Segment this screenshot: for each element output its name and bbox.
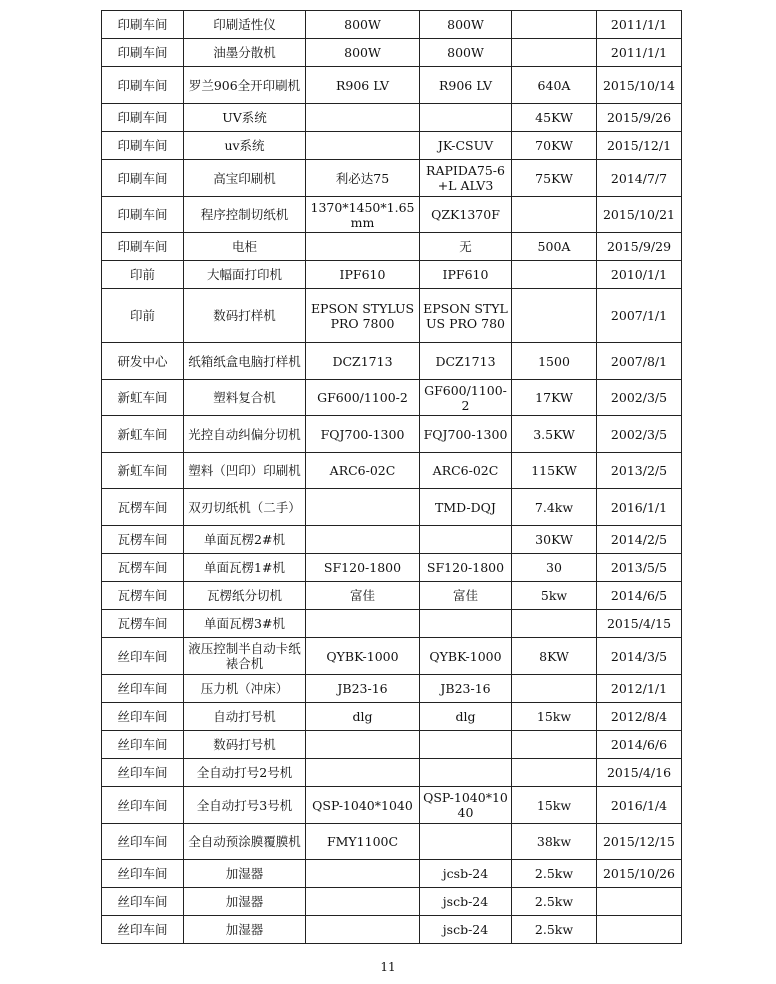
power-cell: 30 <box>512 554 597 582</box>
department-cell: 新虹车间 <box>102 416 184 453</box>
power-cell: 7.4kw <box>512 489 597 526</box>
date-cell: 2002/3/5 <box>597 380 682 416</box>
equipment-name-cell: 数码打号机 <box>184 731 306 759</box>
spec-cell <box>420 731 512 759</box>
equipment-name-cell: 自动打号机 <box>184 703 306 731</box>
date-cell: 2015/9/29 <box>597 233 682 261</box>
spec-cell: SF120-1800 <box>420 554 512 582</box>
table-row <box>102 489 682 526</box>
power-cell: 2.5kw <box>512 888 597 916</box>
spec-cell: QYBK-1000 <box>420 638 512 675</box>
spec-cell: QZK1370F <box>420 197 512 233</box>
date-cell: 2015/9/26 <box>597 104 682 132</box>
table-row <box>102 554 682 582</box>
date-cell: 2015/10/26 <box>597 860 682 888</box>
equipment-name-cell: 电柜 <box>184 233 306 261</box>
power-cell: 15kw <box>512 703 597 731</box>
department-cell: 丝印车间 <box>102 675 184 703</box>
model-cell <box>306 132 420 160</box>
table-row <box>102 610 682 638</box>
spec-cell: jscb-24 <box>420 888 512 916</box>
date-cell: 2011/1/1 <box>597 11 682 39</box>
power-cell: 45KW <box>512 104 597 132</box>
department-cell: 研发中心 <box>102 343 184 380</box>
table-row <box>102 233 682 261</box>
power-cell: 3.5KW <box>512 416 597 453</box>
model-cell: 利必达75 <box>306 160 420 197</box>
date-cell: 2015/10/14 <box>597 67 682 104</box>
date-cell: 2015/4/16 <box>597 759 682 787</box>
department-cell: 丝印车间 <box>102 916 184 944</box>
model-cell <box>306 104 420 132</box>
spec-cell: 800W <box>420 11 512 39</box>
power-cell: 75KW <box>512 160 597 197</box>
date-cell: 2010/1/1 <box>597 261 682 289</box>
equipment-name-cell: 高宝印刷机 <box>184 160 306 197</box>
model-cell <box>306 610 420 638</box>
spec-cell <box>420 104 512 132</box>
equipment-name-cell: 单面瓦楞1#机 <box>184 554 306 582</box>
date-cell: 2014/6/5 <box>597 582 682 610</box>
table-row <box>102 160 682 197</box>
date-cell: 2012/8/4 <box>597 703 682 731</box>
date-cell: 2016/1/4 <box>597 787 682 824</box>
model-cell: GF600/1100-2 <box>306 380 420 416</box>
model-cell: ARC6-02C <box>306 453 420 489</box>
equipment-name-cell: 全自动预涂膜覆膜机 <box>184 824 306 860</box>
date-cell: 2014/3/5 <box>597 638 682 675</box>
spec-cell: JB23-16 <box>420 675 512 703</box>
power-cell: 15kw <box>512 787 597 824</box>
table-row <box>102 453 682 489</box>
table-row <box>102 67 682 104</box>
date-cell: 2013/5/5 <box>597 554 682 582</box>
spec-cell <box>420 610 512 638</box>
table-row <box>102 39 682 67</box>
table-row <box>102 261 682 289</box>
table-row <box>102 916 682 944</box>
power-cell <box>512 197 597 233</box>
model-cell: JB23-16 <box>306 675 420 703</box>
department-cell: 瓦楞车间 <box>102 582 184 610</box>
date-cell: 2002/3/5 <box>597 416 682 453</box>
spec-cell: ARC6-02C <box>420 453 512 489</box>
department-cell: 丝印车间 <box>102 731 184 759</box>
table-row <box>102 11 682 39</box>
spec-cell: 富佳 <box>420 582 512 610</box>
date-cell: 2015/10/21 <box>597 197 682 233</box>
power-cell: 2.5kw <box>512 860 597 888</box>
spec-cell: 无 <box>420 233 512 261</box>
model-cell <box>306 916 420 944</box>
equipment-name-cell: 油墨分散机 <box>184 39 306 67</box>
model-cell <box>306 526 420 554</box>
model-cell <box>306 888 420 916</box>
model-cell <box>306 233 420 261</box>
table-row <box>102 703 682 731</box>
equipment-name-cell: 塑料复合机 <box>184 380 306 416</box>
table-row <box>102 731 682 759</box>
department-cell: 瓦楞车间 <box>102 489 184 526</box>
department-cell: 瓦楞车间 <box>102 526 184 554</box>
model-cell: FQJ700-1300 <box>306 416 420 453</box>
date-cell: 2014/7/7 <box>597 160 682 197</box>
date-cell: 2007/8/1 <box>597 343 682 380</box>
power-cell: 38kw <box>512 824 597 860</box>
model-cell: 800W <box>306 39 420 67</box>
table-row <box>102 675 682 703</box>
equipment-name-cell: 双刃切纸机（二手） <box>184 489 306 526</box>
spec-cell: TMD-DQJ <box>420 489 512 526</box>
date-cell: 2014/6/6 <box>597 731 682 759</box>
date-cell <box>597 888 682 916</box>
equipment-name-cell: uv系统 <box>184 132 306 160</box>
department-cell: 印前 <box>102 261 184 289</box>
department-cell: 新虹车间 <box>102 453 184 489</box>
table-row <box>102 888 682 916</box>
spec-cell: GF600/1100-2 <box>420 380 512 416</box>
model-cell: FMY1100C <box>306 824 420 860</box>
spec-cell: RAPIDA75-6+L ALV3 <box>420 160 512 197</box>
department-cell: 瓦楞车间 <box>102 554 184 582</box>
spec-cell: IPF610 <box>420 261 512 289</box>
equipment-name-cell: 光控自动纠偏分切机 <box>184 416 306 453</box>
table-row <box>102 132 682 160</box>
department-cell: 印刷车间 <box>102 132 184 160</box>
department-cell: 印刷车间 <box>102 67 184 104</box>
date-cell: 2016/1/1 <box>597 489 682 526</box>
table-row <box>102 638 682 675</box>
power-cell: 5kw <box>512 582 597 610</box>
table-row <box>102 582 682 610</box>
department-cell: 印刷车间 <box>102 104 184 132</box>
table-row <box>102 787 682 824</box>
spec-cell: QSP-1040*1040 <box>420 787 512 824</box>
equipment-name-cell: 压力机（冲床） <box>184 675 306 703</box>
equipment-name-cell: 全自动打号2号机 <box>184 759 306 787</box>
spec-cell: JK-CSUV <box>420 132 512 160</box>
power-cell <box>512 39 597 67</box>
model-cell: QYBK-1000 <box>306 638 420 675</box>
model-cell <box>306 731 420 759</box>
date-cell: 2013/2/5 <box>597 453 682 489</box>
department-cell: 丝印车间 <box>102 787 184 824</box>
equipment-name-cell: 单面瓦楞2#机 <box>184 526 306 554</box>
model-cell: IPF610 <box>306 261 420 289</box>
power-cell: 640A <box>512 67 597 104</box>
table-row <box>102 824 682 860</box>
equipment-name-cell: 加湿器 <box>184 860 306 888</box>
power-cell <box>512 759 597 787</box>
department-cell: 印刷车间 <box>102 11 184 39</box>
table-row <box>102 380 682 416</box>
table-row <box>102 759 682 787</box>
model-cell: 富佳 <box>306 582 420 610</box>
model-cell: DCZ1713 <box>306 343 420 380</box>
power-cell: 30KW <box>512 526 597 554</box>
department-cell: 印刷车间 <box>102 160 184 197</box>
equipment-name-cell: 纸箱纸盒电脑打样机 <box>184 343 306 380</box>
power-cell <box>512 289 597 343</box>
department-cell: 印刷车间 <box>102 197 184 233</box>
power-cell <box>512 11 597 39</box>
model-cell: 800W <box>306 11 420 39</box>
power-cell: 8KW <box>512 638 597 675</box>
model-cell: QSP-1040*1040 <box>306 787 420 824</box>
equipment-name-cell: 数码打样机 <box>184 289 306 343</box>
table-row <box>102 289 682 343</box>
department-cell: 丝印车间 <box>102 638 184 675</box>
spec-cell: dlg <box>420 703 512 731</box>
equipment-table <box>101 10 682 944</box>
model-cell <box>306 489 420 526</box>
equipment-name-cell: 塑料（凹印）印刷机 <box>184 453 306 489</box>
power-cell: 500A <box>512 233 597 261</box>
department-cell: 印前 <box>102 289 184 343</box>
table-row <box>102 526 682 554</box>
spec-cell <box>420 824 512 860</box>
spec-cell: DCZ1713 <box>420 343 512 380</box>
table-row <box>102 343 682 380</box>
power-cell <box>512 261 597 289</box>
date-cell: 2015/4/15 <box>597 610 682 638</box>
department-cell: 新虹车间 <box>102 380 184 416</box>
date-cell: 2015/12/15 <box>597 824 682 860</box>
model-cell: R906 LV <box>306 67 420 104</box>
equipment-name-cell: 加湿器 <box>184 916 306 944</box>
department-cell: 丝印车间 <box>102 703 184 731</box>
department-cell: 丝印车间 <box>102 860 184 888</box>
department-cell: 印刷车间 <box>102 233 184 261</box>
model-cell: SF120-1800 <box>306 554 420 582</box>
equipment-name-cell: 加湿器 <box>184 888 306 916</box>
table-row <box>102 416 682 453</box>
department-cell: 丝印车间 <box>102 759 184 787</box>
equipment-table-body <box>102 11 682 944</box>
power-cell: 17KW <box>512 380 597 416</box>
equipment-name-cell: UV系统 <box>184 104 306 132</box>
model-cell: EPSON STYLUS PRO 7800 <box>306 289 420 343</box>
power-cell: 70KW <box>512 132 597 160</box>
power-cell <box>512 675 597 703</box>
page-number: 11 <box>380 960 396 974</box>
equipment-name-cell: 程序控制切纸机 <box>184 197 306 233</box>
equipment-name-cell: 大幅面打印机 <box>184 261 306 289</box>
equipment-name-cell: 罗兰906全开印刷机 <box>184 67 306 104</box>
equipment-name-cell: 单面瓦楞3#机 <box>184 610 306 638</box>
table-row <box>102 860 682 888</box>
model-cell: dlg <box>306 703 420 731</box>
equipment-name-cell: 瓦楞纸分切机 <box>184 582 306 610</box>
spec-cell: R906 LV <box>420 67 512 104</box>
date-cell: 2007/1/1 <box>597 289 682 343</box>
date-cell: 2011/1/1 <box>597 39 682 67</box>
spec-cell <box>420 526 512 554</box>
power-cell <box>512 731 597 759</box>
date-cell: 2014/2/5 <box>597 526 682 554</box>
date-cell: 2012/1/1 <box>597 675 682 703</box>
equipment-name-cell: 印刷适性仪 <box>184 11 306 39</box>
power-cell: 1500 <box>512 343 597 380</box>
date-cell: 2015/12/1 <box>597 132 682 160</box>
spec-cell: FQJ700-1300 <box>420 416 512 453</box>
table-row <box>102 104 682 132</box>
spec-cell <box>420 759 512 787</box>
department-cell: 丝印车间 <box>102 824 184 860</box>
table-row <box>102 197 682 233</box>
model-cell <box>306 860 420 888</box>
power-cell: 2.5kw <box>512 916 597 944</box>
department-cell: 印刷车间 <box>102 39 184 67</box>
equipment-name-cell: 液压控制半自动卡纸裱合机 <box>184 638 306 675</box>
spec-cell: 800W <box>420 39 512 67</box>
power-cell: 115KW <box>512 453 597 489</box>
power-cell <box>512 610 597 638</box>
model-cell: 1370*1450*1.65mm <box>306 197 420 233</box>
model-cell <box>306 759 420 787</box>
department-cell: 瓦楞车间 <box>102 610 184 638</box>
date-cell <box>597 916 682 944</box>
spec-cell: jscb-24 <box>420 916 512 944</box>
spec-cell: jcsb-24 <box>420 860 512 888</box>
department-cell: 丝印车间 <box>102 888 184 916</box>
spec-cell: EPSON STYLUS PRO 780 <box>420 289 512 343</box>
equipment-name-cell: 全自动打号3号机 <box>184 787 306 824</box>
